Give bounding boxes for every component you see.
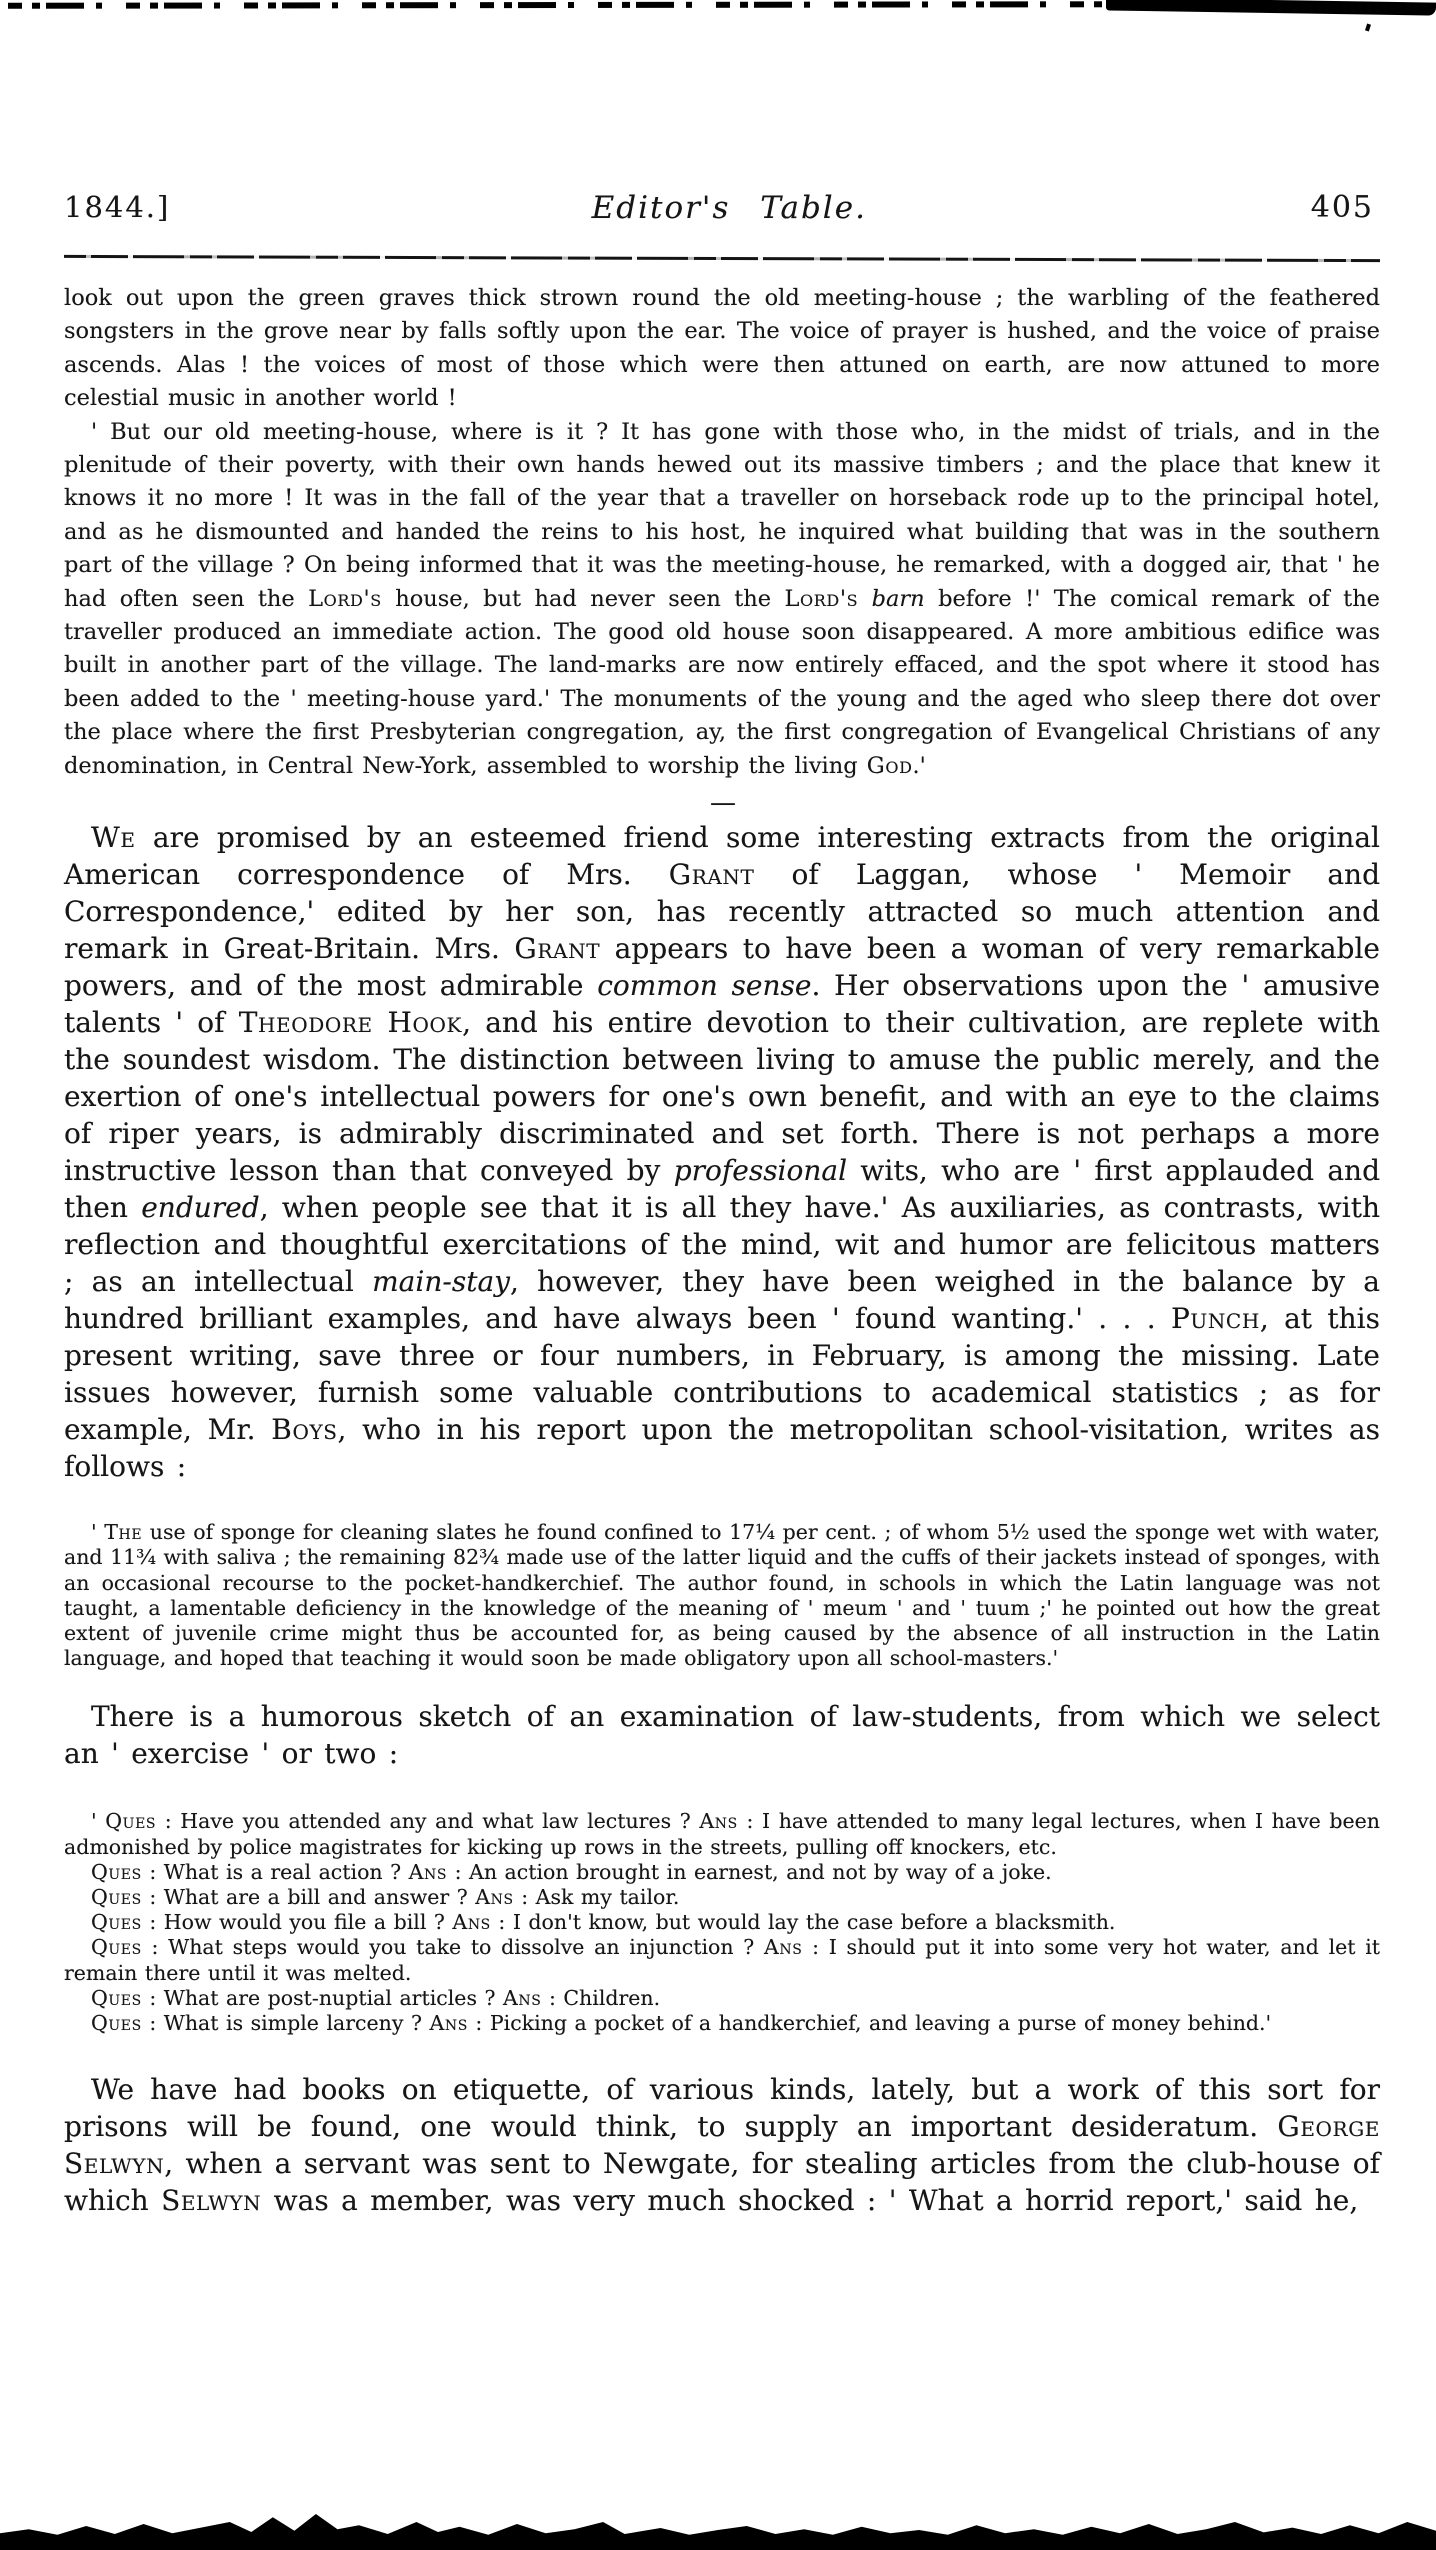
paragraph: Ques : What are a bill and answer ? Ans : Ask my tailor.	[91, 1884, 680, 1909]
divider-dash: —	[710, 790, 734, 817]
italic-text: main-stay	[372, 1265, 510, 1299]
small-caps-text: George Selwyn	[64, 2110, 1380, 2181]
paragraph: There is a humorous sketch of an examination of law-students, from which we select an ' exercise ' or two :	[64, 1700, 1380, 1771]
paragraph: Ques : What is a real action ? Ans : An action brought in earnest, and not by way of a joke.	[91, 1859, 1052, 1884]
small-caps-text: Ques	[91, 1935, 142, 1960]
small-caps-text: We	[91, 821, 136, 855]
scan-dash-line	[8, 1, 1136, 9]
small-caps-text: Ques	[91, 1859, 142, 1884]
paragraph: ' Ques : Have you attended any and what law lectures ? Ans : I have attended to many legal lectures, when I have been admonished by police magistrates for kicking up rows in the streets, pulling off knockers, etc.	[64, 1809, 1380, 1859]
small-caps-text: Grant	[514, 932, 601, 966]
scan-artifact-bottom	[0, 2510, 1436, 2550]
header-year: 1844.]	[64, 190, 171, 224]
scan-ink-blob	[1106, 0, 1436, 16]
small-caps-text: Ans	[502, 1985, 542, 2010]
paragraph: ' But our old meeting-house, where is it ? It has gone with those who, in the midst of trials, and in the plenitude of their poverty, with their own hands hewed out its massive timbers ; and the place that knew it knows it no more ! It was in the fall of the year that a traveller on horseback rode up to the principal hotel, and as he dismounted and handed the reins to his host, he inquired what building that was in the southern part of the village ? On being informed that it was the meeting-house, he remarked, with a dogged air, that ' he had often seen the Lord's house, but had never seen the Lord's barn before !' The comical remark of the traveller produced an immediate action. The good old house soon disappeared. A more ambitious edifice was built in another part of the village. The land-marks are now entirely effaced, and the spot where it stood has been added to the ' meeting-house yard.' The monuments of the young and the aged who sleep there dot over the place where the first Presbyterian congregation, ay, the first congregation of Evangelical Christians of any denomination, in Central New-York, assembled to worship the living God.'	[64, 418, 1381, 779]
small-caps-text: Ques	[91, 2010, 142, 2035]
small-caps-text: Lord's	[308, 585, 382, 612]
small-caps-text: Lord's	[784, 585, 859, 612]
small-caps-text: Ans	[475, 1884, 514, 1909]
small-caps-text: Selwyn	[161, 2184, 262, 2218]
paragraph: Ques : What steps would you take to dissolve an injunction ? Ans : I should put it into some very hot water, and let it remain there until it was melted.	[64, 1935, 1380, 1985]
scan-speck	[1365, 24, 1371, 32]
small-caps-text: Grant	[668, 858, 755, 892]
running-title: Editor's Table.	[591, 190, 867, 226]
small-caps-text: Punch	[1170, 1302, 1260, 1336]
small-caps-text: Ans	[429, 2010, 468, 2035]
small-caps-text: Ques	[91, 1985, 142, 2010]
small-caps-text: Ques	[91, 1910, 142, 1935]
small-caps-text: Theodore Hook	[238, 1006, 463, 1040]
small-caps-text: Boys	[271, 1413, 338, 1447]
header-rule	[64, 254, 1380, 263]
quote-block-sponge	[64, 1520, 1380, 1671]
italic-text: common sense	[597, 969, 812, 1003]
small-caps-text: Ans	[699, 1809, 738, 1834]
section-divider	[707, 790, 737, 816]
main-paragraph-grant	[64, 819, 1380, 1485]
italic-text: barn	[871, 585, 925, 612]
paragraph: We are promised by an esteemed friend some interesting extracts from the original American correspondence of Mrs. Grant of Laggan, whose ' Memoir and Correspondence,' edited by her son, has recently attracted so much attention and remark in Great-Britain. Mrs. Grant appears to have been a woman of very remarkable powers, and of the most admirable common sense. Her observations upon the ' amusive talents ' of Theodore Hook, and his entire devotion to their cultivation, are replete with the soundest wisdom. The distinction between living to amuse the public merely, and the exertion of one's intellectual powers for one's own benefit, and with an eye to the claims of riper years, is admirably discriminated and set forth. There is not perhaps a more instructive lesson than that conveyed by professional wits, who are ' first applauded and then endured, when people see that it is all they have.' As auxiliaries, as contrasts, with reflection and thoughtful exercitations of the mind, wit and humor are felicitous matters ; as an intellectual main-stay, however, they have been weighed in the balance by a hundred brilliant examples, and have always been ' found wanting.' . . . Punch, at this present writing, save three or four numbers, in February, is among the missing. Late issues however, furnish some valuable contributions to academical statistics ; as for example, Mr. Boys, who in his report upon the metropolitan school-visitation, writes as follows :	[64, 821, 1381, 1484]
paragraph: We have had books on etiquette, of various kinds, lately, but a work of this sort for prisons will be found, one would think, to supply an important desideratum. George Selwyn, when a servant was sent to Newgate, for stealing articles from the club-house of which Selwyn was a member, was very much shocked : ' What a horrid report,' said he,	[64, 2073, 1380, 2218]
small-caps-text: Ans	[452, 1910, 491, 1935]
paragraph: look out upon the green graves thick strown round the old meeting-house ; the warbling of the feathered songsters in the grove near by falls softly upon the ear. The voice of prayer is hushed, and the voice of praise ascends. Alas ! the voices of most of those which were then attuned on earth, are now attuned to more celestial music in another world !	[64, 285, 1380, 412]
paragraph: ' The use of sponge for cleaning slates he found confined to 17¼ per cent. ; of whom 5½ used the sponge wet with water, and 11¾ with saliva ; the remaining 82¾ made use of the latter liquid and the cuffs of their jackets instead of sponges, with an occasional recourse to the pocket-handkerchief. The author found, in schools in which the Latin language was not taught, a lamentable deficiency in the knowledge of the meaning of ' meum ' and ' tuum ;' he pointed out how the great extent of juvenile crime might thus be accounted for, as being caused by the absence of all instruction in the Latin language, and hoped that teaching it would soon be made obligatory upon all school-masters.'	[64, 1520, 1381, 1671]
main-paragraph-law-students-intro	[64, 1698, 1380, 1772]
small-caps-text: Ques	[91, 1884, 142, 1909]
small-caps-text: God	[866, 752, 913, 779]
small-caps-text: The	[104, 1520, 143, 1545]
italic-text: endured	[141, 1191, 260, 1225]
quote-block-meeting-house	[64, 282, 1380, 783]
scan-artifact-top	[0, 0, 1436, 34]
paragraph: Ques : What is simple larceny ? Ans : Picking a pocket of a handkerchief, and leaving a purse of money behind.'	[91, 2010, 1272, 2035]
page-number: 405	[1310, 190, 1374, 225]
page-body	[64, 282, 1380, 2219]
small-caps-text: Ans	[764, 1935, 803, 1960]
italic-text: professional	[673, 1154, 848, 1188]
paragraph: Ques : What are post-nuptial articles ? Ans : Children.	[91, 1985, 661, 2010]
paragraph: Ques : How would you file a bill ? Ans : I don't know, but would lay the case before a blacksmith.	[91, 1910, 1116, 1935]
small-caps-text: Ques	[105, 1809, 157, 1834]
small-caps-text: Ans	[408, 1859, 448, 1884]
quote-block-law-students	[64, 1809, 1380, 2036]
page-header	[64, 190, 1378, 230]
main-paragraph-selwyn	[64, 2071, 1380, 2219]
